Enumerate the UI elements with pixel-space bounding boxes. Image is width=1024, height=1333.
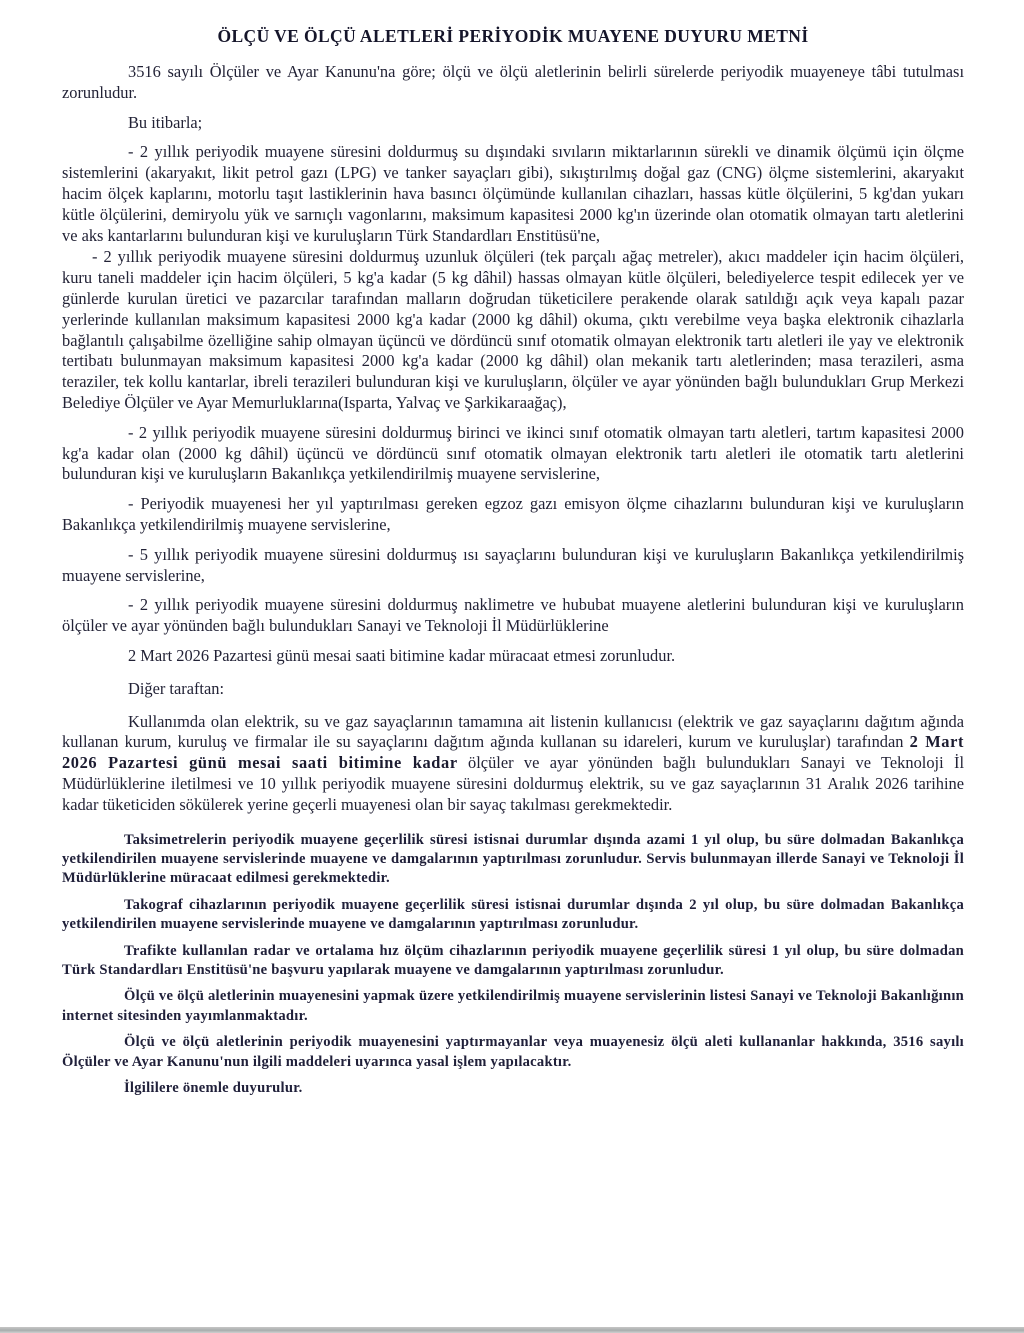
- bullet-naklimetre: - 2 yıllık periyodik muayene süresini doldurmuş naklimetre ve hububat muayene aletlerini bulunduran kişi ve kuruluşların ölçüler ve ayar yönünden bağlı bulundukları Sanayi ve Teknoloji İl Müdürlüklerine: [62, 595, 964, 636]
- meters-paragraph-post: ölçüler ve ayar yönünden bağlı bulundukları Sanayi ve Teknoloji İl Müdürlüklerine iletilmesi ve 10 yıllık periyodik muayene süresini doldurmuş elektrik, su ve gaz sayaçlarının 31 Aralık 2026 tarihine kadar tüketiciden sökülerek yerine geçerli muayenesi olan bir sayaç takılması gerekmektedir.: [62, 753, 964, 814]
- closing-paragraph: İlgililere önemle duyurulur.: [124, 1079, 303, 1096]
- note-legal-action: Ölçü ve ölçü aletlerinin periyodik muayenesini yaptırmayanlar veya muayenesiz ölçü aleti kullananlar hakkında, 3516 sayılı Ölçüler ve Ayar Kanunu'nun ilgili maddeleri uyarınca yasal işlem yapılacaktır.: [62, 1034, 964, 1070]
- bullet-group-merkezi: - 2 yıllık periyodik muayene süresini doldurmuş uzunluk ölçüleri (tek parçalı ağaç metreler), akıcı maddeler için hacim ölçüleri, kuru taneli maddeler için hacim ölçüleri, 5 kg'a kadar (5 kg dâhil) hassas olmayan kütle ölçüleri, belediyelerce tespit edilecek yer ve günlerde kurulan üretici ve pazarcılar tarafından malların doğrudan tüketicilere perakende olarak satıldığı açık veya kapalı pazar yerlerinde kullanılan maksimum kapasitesi 2000 kg'a kadar (2000 kg dâhil) okuma, çıktı verebilme veya başka elektronik cihazlarla bağlantılı çalışabilme özelliğine sahip olmayan üçüncü ve dördüncü sınıf otomatik olmayan elektronik tartı aletleri ile yay ve elektronik tertibatı bulunmayan maksimum kapasitesi 2000 kg'a kadar (2000 kg dâhil) olan mekanik tartı aletlerinden; masa terazileri, asma teraziler, tek kollu kantarlar, ibreli terazileri bulunduran kişi ve kuruluşların, ölçüler ve ayar yönünden bağlı bulundukları Grup Merkezi Belediye Ölçüler ve Ayar Memurluklarına(Isparta, Yalvaç ve Şarkikaraağaç),: [62, 247, 964, 412]
- other-section-heading: Diğer taraftan:: [128, 678, 225, 698]
- announcement-document: [62, 26, 964, 1098]
- bullet-egzoz: - Periyodik muayenesi her yıl yaptırılması gereken egzoz gazı emisyon ölçme cihazlarını bulunduran kişi ve kuruluşların Bakanlıkça yetkilendirilmiş muayene servislerine,: [62, 494, 964, 534]
- note-radar: Trafikte kullanılan radar ve ortalama hız ölçüm cihazlarının periyodik muayene geçerlilik süresi 1 yıl olup, bu süre dolmadan Türk Standardları Enstitüsü'ne başvuru yapılarak muayene ve damgalarının yaptırılması zorunludur.: [62, 942, 964, 978]
- bullet-tse: - 2 yıllık periyodik muayene süresini doldurmuş su dışındaki sıvıların miktarlarının sürekli ve dinamik ölçümü için ölçme sistemlerini (akaryakıt, likit petrol gazı (LPG) ve tanker sayaçları gibi), sıkıştırılmış doğal gaz (CNG) ölçme sistemlerini, akaryakıt hacim ölçek kaplarını, motorlu taşıt lastiklerinin hava basıncı ölçümünde kullanılan cihazları, hassas kütle ölçülerini, 5 kg'dan yukarı kütle ölçülerini, demiryolu yük ve sarnıçlı vagonlarını, maksimum kapasitesi 2000 kg'ın üzerinde olan otomatik olmayan tartı aletlerini ve aks kantarlarını bulunduran kişi ve kuruluşların Türk Standardları Enstitüsü'ne,: [62, 142, 964, 245]
- note-tachograph: Takograf cihazlarının periyodik muayene geçerlilik süresi istisnai durumlar dışında 2 yıl olup, bu süre dolmadan Bakanlıkça yetkilendirilen muayene servislerinde muayene ve damgalarının yaptırılması zorunludur.: [62, 896, 964, 933]
- deadline-paragraph: 2 Mart 2026 Pazartesi günü mesai saati bitimine kadar müracaat etmesi zorunludur.: [128, 645, 676, 665]
- meters-paragraph-pre: Kullanımda olan elektrik, su ve gaz sayaçlarının tamamına ait listenin kullanıcısı (elektrik ve gaz sayaçlarını dağıtım ağında kullanan kurum, kuruluş ve firmalar ile su sayaçlarını dağıtım ağında kullanan su idareleri, kurum ve kuruluşlar) tarafından: [62, 711, 964, 752]
- preamble-paragraph: Bu itibarla;: [128, 112, 203, 132]
- note-taximeter: Taksimetrelerin periyodik muayene geçerlilik süresi istisnai durumlar dışında azami 1 yıl olup, bu süre dolmadan Bakanlıkça yetkilendirilen muayene servislerinde muayene ve damgalarının yaptırılması zorunludur. Servis bulunmayan illerde Sanayi ve Teknoloji İl Müdürlüklerine müracaat edilmesi gerekmektedir.: [62, 831, 964, 887]
- bullet-tarti-aletleri: - 2 yıllık periyodik muayene süresini doldurmuş birinci ve ikinci sınıf otomatik olmayan tartı aletleri, tartım kapasitesi 2000 kg'a kadar olan (2000 kg dâhil) üçüncü ve dördüncü sınıf otomatik olmayan elektronik tartı aletleri ile otomatik tartı aletlerini bulunduran kişi ve kuruluşların Bakanlıkça yetkilendirilmiş muayene servislerine,: [62, 422, 964, 484]
- page-bottom-border: [0, 1327, 1024, 1333]
- note-service-list: Ölçü ve ölçü aletlerinin muayenesini yapmak üzere yetkilendirilmiş muayene servislerinin listesi Sanayi ve Teknoloji Bakanlığının internet sitesinden yayımlanmaktadır.: [62, 988, 964, 1024]
- notes-section: [62, 831, 964, 1099]
- meters-paragraph: [62, 712, 964, 816]
- bullet-isi-sayaclari: - 5 yıllık periyodik muayene süresini doldurmuş ısı sayaçlarını bulunduran kişi ve kuruluşların Bakanlıkça yetkilendirilmiş muayene servislerine,: [62, 544, 964, 585]
- meters-deadline-bold: 2 Mart 2026 Pazartesi günü mesai saati bitimine kadar: [62, 732, 965, 773]
- intro-paragraph: 3516 sayılı Ölçüler ve Ayar Kanunu'na göre; ölçü ve ölçü aletlerinin belirli sürelerde periyodik muayeneye tâbi tutulması zorunludur.: [62, 62, 964, 102]
- document-title: ÖLÇÜ VE ÖLÇÜ ALETLERİ PERİYODİK MUAYENE DUYURU METNİ: [217, 26, 809, 46]
